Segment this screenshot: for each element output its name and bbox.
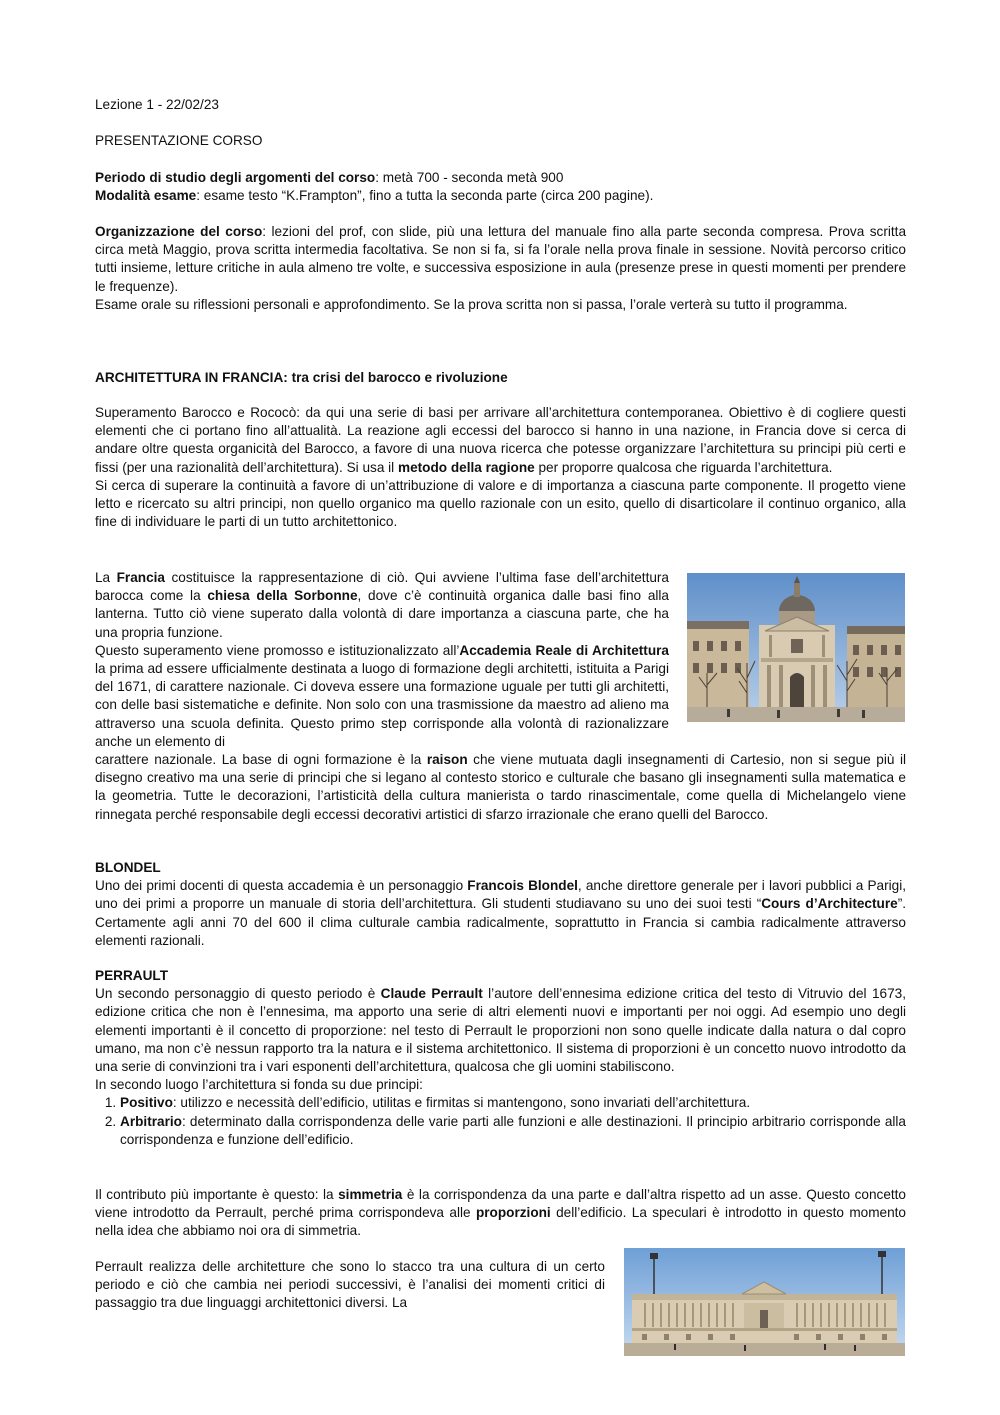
blondel-paragraph: [95, 877, 906, 950]
francia-paragraph: [95, 569, 669, 642]
org-text: : lezioni del prof, con slide, più una lettura del manuale fino alla parte seconda compresa. Prova scritta circa metà Maggio, prova scritta intermedia facoltativa. Se non si fa, si fa l’orale nella prova finale in sessione. Novità percorso critico tutti insieme, letture critiche in aula almeno tre volte, e successiva esposizione in aula (presenze prese in questi momenti per prendere le frequenze).: [95, 224, 906, 294]
blondel-section: [95, 859, 906, 950]
presentation-title: PRESENTAZIONE CORSO: [95, 133, 263, 148]
exam-text: : esame testo “K.Frampton”, fino a tutta la seconda parte (circa 200 pagine).: [196, 188, 654, 204]
course-info: [95, 169, 906, 205]
lesson-date: Lezione 1 - 22/02/23: [95, 97, 219, 112]
francia-text-c: , dove c’è continuità organica dalle basi fino alla lanterna. Tutto ciò viene superato dalla volontà di dare importanza a ciascuna parte, che ha una propria funzione.: [95, 588, 669, 640]
period-label: Periodo di studio degli argomenti del corso: [95, 170, 376, 185]
last-section: [95, 1258, 605, 1313]
principles-intro: In secondo luogo l’architettura si fonda su due principi:: [95, 1077, 423, 1093]
perrault-text-b: l’autore dell’ennesima edizione critica del testo di Vitruvio del 1673, edizione critica che non è l’ennesima, ma apporto una serie di altri elementi nuovi e importanti per noi oggi. Ad esempio uno degli elementi importanti è il concetto di proporzione: nel testo di Perrault le proporzioni non sono quelle indicate dalla natura o dal copro umano, ma non c’è nessun rapporto tra la natura e il sistema architettonico. Il sistema di proporzioni è un concetto nuovo introdotto da una serie di convinzioni tra i vari esponenti dell’architettura, qualcosa che gli uomini stabiliscono.: [95, 986, 906, 1075]
blondel-title: BLONDEL: [95, 860, 161, 875]
presentation-section: [95, 132, 906, 150]
intro-section: [95, 404, 906, 531]
sorbonne-bold: chiesa della Sorbonne: [207, 588, 358, 604]
perrault-paragraph: [95, 985, 906, 1076]
org-label: Organizzazione del corso: [95, 224, 263, 239]
blondel-text-a: Uno dei primi docenti di questa accademia è un personaggio: [95, 878, 468, 894]
section-heading: [95, 369, 906, 387]
intro-text-a: Superamento Barocco e Rococò: da qui una serie di basi per arrivare all’architettura contemporanea. Obiettivo è di cogliere questi elementi che ci portano fino all’attualità. La reazione agli eccessi del barocco si hanno in una nazione, in Francia dove si cerca di andare oltre questa organicità del Barocco, a favore di una nuova ricerca che potesse organizzare l’architettura su principi più certi e fissi (per una razionalità dell’architettura). Si usa il: [95, 405, 906, 475]
accad-text-a: Questo superamento viene promosso e istituzionalizzato all’: [95, 642, 460, 658]
francia-text-b: costituisce la rappresentazione di ciò. Qui avviene l’ultima fase dell’architettura barocca come la: [95, 570, 669, 604]
blondel-name: Francois Blondel: [467, 878, 578, 894]
symmetry-section: [95, 1186, 906, 1241]
raison-bold: raison: [426, 752, 468, 767]
principle-text: : determinato dalla corrispondenza delle varie parti alle funzioni e alle destinazioni. Il principio arbitrario corrisponde alla corrispondenza e funzione dell’edificio.: [120, 1113, 906, 1147]
francia-section: [95, 569, 669, 751]
principle-label: Arbitrario: [120, 1113, 182, 1129]
simmetria-bold: simmetria: [338, 1187, 403, 1202]
list-item: [120, 1094, 906, 1112]
principles-list: [95, 1094, 906, 1149]
principle-text: : utilizzo e necessità dell’edificio, utilitas e firmitas si mantengono, sono invariati dell’architettura.: [172, 1095, 751, 1111]
sym-text-c: dell’edificio. La speculari è introdotto in questo momento nella idea che abbiamo noi ora di simmetria.: [95, 1205, 906, 1239]
louvre-colonnade-photo: [624, 1248, 905, 1356]
accad-text-c: carattere nazionale. La base di ogni formazione è la: [95, 752, 427, 767]
francia-bold: Francia: [116, 570, 165, 585]
blondel-text-b: , anche direttore generale per i lavori pubblici a Parigi, uno dei primi a proporre un manuale di storia dell’architettura. Gli studenti studiavano su uno dei suoi testi “: [95, 878, 906, 912]
blondel-text-c: ”. Certamente agli anni 70 del 600 il clima culturale cambia radicalmente, soprattutto in Francia si cambia radicalmente attraverso elementi razionali.: [95, 896, 906, 948]
oral-paragraph: Esame orale su riflessioni personali e approfondimento. Se la prova scritta non si passa, l’orale verterà su tutto il programma.: [95, 296, 848, 312]
sym-text-a: Il contributo più importante è questo: la: [95, 1187, 339, 1202]
intro-paragraph-2: Si cerca di superare la continuità a favore di un’attribuzione di valore e di importanza a ciascuna parte componente. Il progetto viene letto e ricercato su altri principi, non quello organico ma quello razionale con un esito, quello di disarticolare il continuo organico, alla fine di individuare le parti di un tutto architettonico.: [95, 477, 906, 530]
period-line: [95, 169, 906, 187]
accademia-paragraph: [95, 642, 669, 751]
metodo-ragione: metodo della ragione: [397, 459, 535, 475]
intro-paragraph-1: [95, 404, 906, 477]
period-text: : metà 700 - seconda metà 900: [375, 170, 564, 185]
exam-label: Modalità esame: [95, 188, 197, 204]
accad-text-d: che viene mutuata dagli insegnamenti di Cartesio, non si segue più il disegno creativo ma una serie di principi che si legano al contesto storico e culturale che basano gli insegnamenti sulla matematica e la geometria. Tutte le decorazioni, l’artisticità della cultura manierista o tardo rinascimentale, come quella di Michelangelo viene rinnegata perché responsabile degli eccessi decorativi artistici di sfarzo irrazionale che erano quelli del Barocco.: [95, 752, 907, 822]
proporzioni-bold: proporzioni: [475, 1205, 551, 1221]
last-paragraph: Perrault realizza delle architetture che sono lo stacco tra una cultura di un certo periodo e ciò che cambia nei periodi successivi, è l’analisi dei momenti critici di passaggio tra due linguaggi architettonici diversi. La: [95, 1259, 605, 1311]
perrault-section: [95, 967, 906, 1149]
org-paragraph: [95, 223, 906, 296]
course-organization: [95, 223, 906, 314]
perrault-name: Claude Perrault: [380, 986, 483, 1002]
cours-title: Cours d’Architecture: [761, 896, 898, 912]
accademia-bold: Accademia Reale di Architettura: [459, 642, 669, 658]
section-title: ARCHITETTURA IN FRANCIA: tra crisi del barocco e rivoluzione: [95, 370, 508, 385]
symmetry-paragraph: [95, 1186, 906, 1241]
francia-text-a: La: [95, 570, 117, 585]
exam-line: [95, 187, 906, 205]
perrault-text-a: Un secondo personaggio di questo periodo è: [95, 986, 381, 1002]
accademia-continuation: [95, 751, 906, 824]
intro-text-b: per proporre qualcosa che riguarda l’architettura.: [534, 459, 833, 475]
lesson-header: [95, 96, 906, 114]
sym-text-b: è la corrispondenza da una parte e dall’altra rispetto ad un asse. Questo concetto viene introdotto da Perrault, perché prima corrispondeva alle: [95, 1187, 906, 1221]
sorbonne-church-photo: [687, 573, 905, 722]
raison-paragraph: [95, 751, 906, 824]
principle-label: Positivo: [120, 1095, 173, 1111]
list-item: [120, 1113, 906, 1149]
accad-text-b: la prima ad essere ufficialmente destinata a luogo di formazione degli architetti, istituita a Parigi del 1671, di carattere nazionale. Ci doveva essere una formazione uguale per tutti gli architetti, con delle basi sistematiche e definite. Non solo con una trasmissione da maestro ad alieno ma attraverso una scuola definita. Questo primo step corrisponde alla volontà di razionalizzare anche un elemento di: [95, 661, 669, 749]
perrault-title: PERRAULT: [95, 968, 168, 983]
